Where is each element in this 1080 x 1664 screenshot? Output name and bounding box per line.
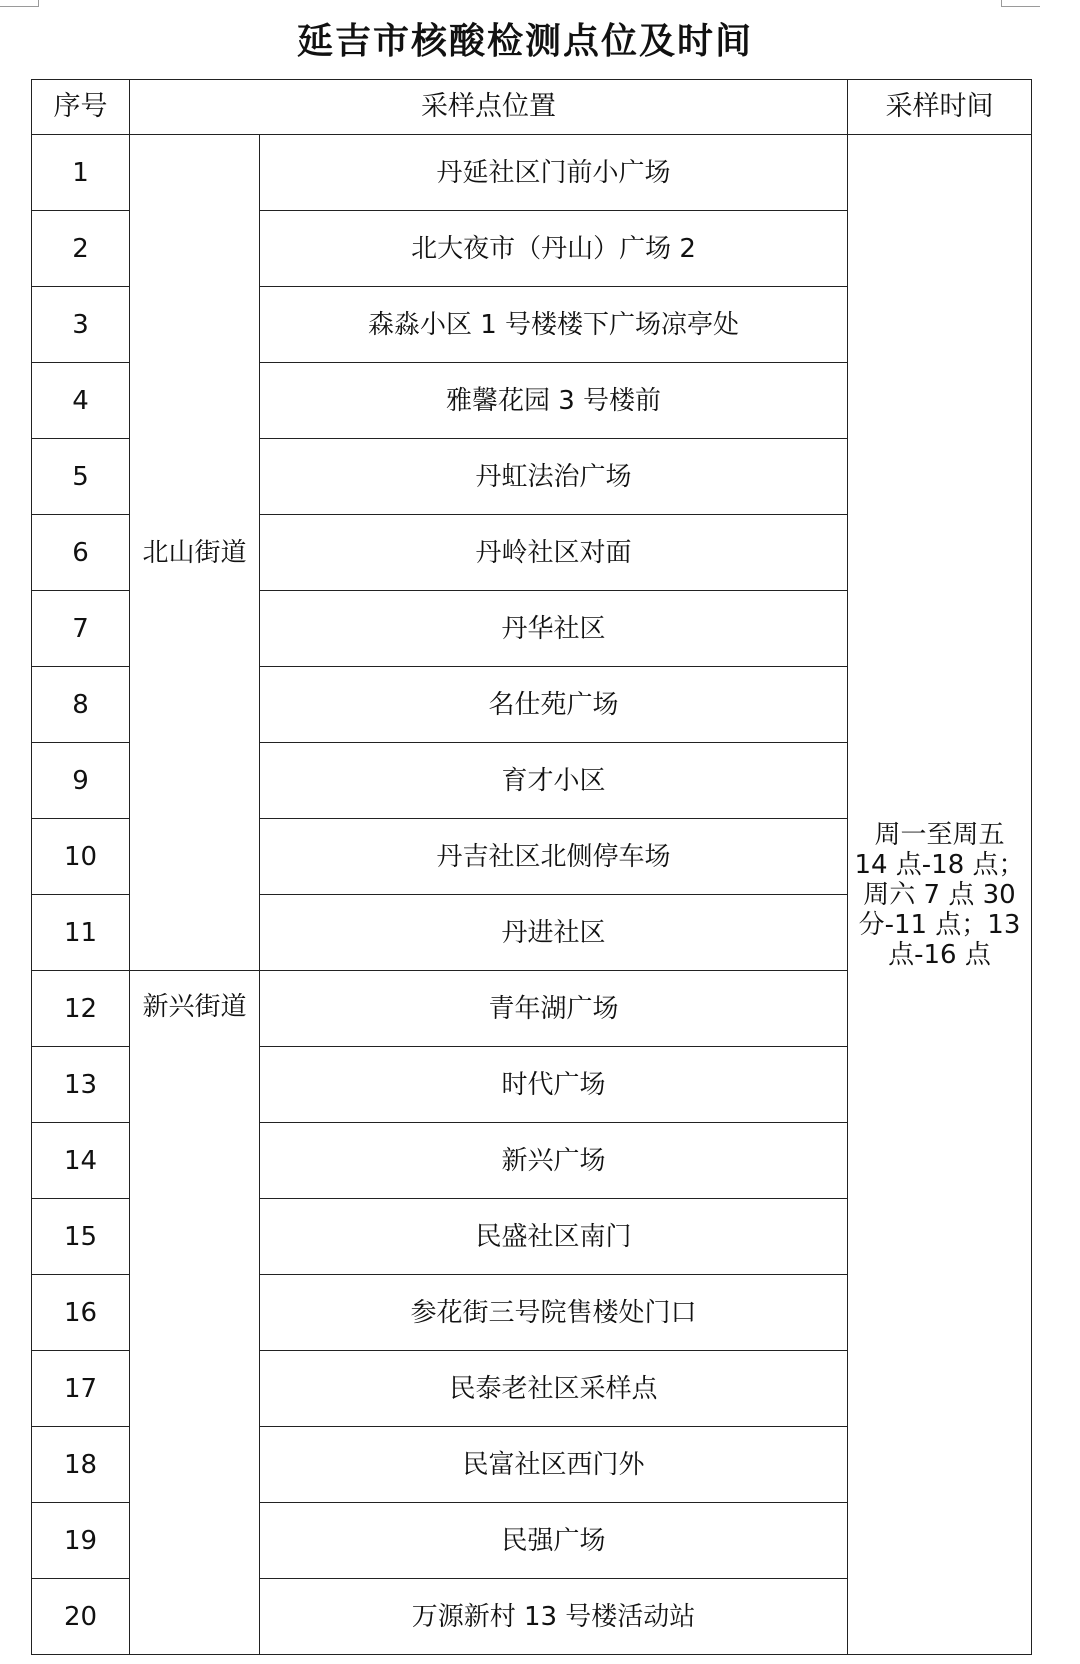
row-sampling-location: 民富社区西门外	[260, 1427, 848, 1503]
row-serial-number: 5	[32, 439, 130, 515]
row-sampling-location: 民泰老社区采样点	[260, 1351, 848, 1427]
row-sampling-location: 新兴广场	[260, 1123, 848, 1199]
sampling-time-line: 分-11 点；13	[858, 909, 1021, 940]
row-serial-number: 12	[32, 971, 130, 1047]
sampling-time-line: 点-16 点	[888, 939, 991, 970]
row-serial-number: 4	[32, 363, 130, 439]
row-sampling-location: 名仕苑广场	[260, 667, 848, 743]
row-sampling-location: 丹岭社区对面	[260, 515, 848, 591]
row-serial-number: 6	[32, 515, 130, 591]
row-serial-number: 20	[32, 1579, 130, 1655]
table-row	[32, 135, 1032, 211]
row-serial-number: 10	[32, 819, 130, 895]
row-serial-number: 16	[32, 1275, 130, 1351]
table-header-row	[32, 80, 1032, 135]
row-serial-number: 15	[32, 1199, 130, 1275]
row-serial-number: 14	[32, 1123, 130, 1199]
header-serial-number: 序号	[32, 80, 130, 135]
page-title: 延吉市核酸检测点位及时间	[296, 21, 753, 62]
row-sampling-location: 参花街三号院售楼处门口	[260, 1275, 848, 1351]
row-serial-number: 9	[32, 743, 130, 819]
row-sampling-location: 森淼小区 1 号楼楼下广场凉亭处	[260, 287, 848, 363]
row-sampling-location: 雅馨花园 3 号楼前	[260, 363, 848, 439]
corner-crop-mark-left	[0, 0, 39, 7]
street-xinxing: 新兴街道	[130, 971, 260, 1655]
header-sampling-time: 采样时间	[848, 80, 1032, 135]
row-sampling-location: 万源新村 13 号楼活动站	[260, 1579, 848, 1655]
sampling-time-line: 周一至周五	[874, 819, 1005, 850]
row-sampling-location: 时代广场	[260, 1047, 848, 1123]
row-sampling-location: 育才小区	[260, 743, 848, 819]
row-serial-number: 8	[32, 667, 130, 743]
row-sampling-location: 丹延社区门前小广场	[260, 135, 848, 211]
row-serial-number: 11	[32, 895, 130, 971]
row-sampling-location: 民盛社区南门	[260, 1199, 848, 1275]
row-sampling-location: 丹进社区	[260, 895, 848, 971]
table-body	[32, 135, 1032, 1655]
row-sampling-location: 丹吉社区北侧停车场	[260, 819, 848, 895]
street-beishan: 北山街道	[130, 135, 260, 971]
row-sampling-location: 丹华社区	[260, 591, 848, 667]
row-serial-number: 19	[32, 1503, 130, 1579]
row-sampling-location: 民强广场	[260, 1503, 848, 1579]
testing-sites-table	[31, 79, 1032, 1655]
corner-crop-mark-right	[1001, 0, 1040, 7]
sampling-time-cell	[848, 135, 1032, 1655]
row-sampling-location: 青年湖广场	[260, 971, 848, 1047]
row-serial-number: 3	[32, 287, 130, 363]
sampling-time-line: 周六 7 点 30	[863, 879, 1016, 910]
row-serial-number: 17	[32, 1351, 130, 1427]
row-serial-number: 1	[32, 135, 130, 211]
row-serial-number: 7	[32, 591, 130, 667]
row-serial-number: 18	[32, 1427, 130, 1503]
row-sampling-location: 北大夜市（丹山）广场 2	[260, 211, 848, 287]
sampling-time-line: 14 点-18 点；	[854, 849, 1025, 880]
row-serial-number: 2	[32, 211, 130, 287]
row-sampling-location: 丹虹法治广场	[260, 439, 848, 515]
header-sampling-location: 采样点位置	[130, 80, 848, 135]
row-serial-number: 13	[32, 1047, 130, 1123]
